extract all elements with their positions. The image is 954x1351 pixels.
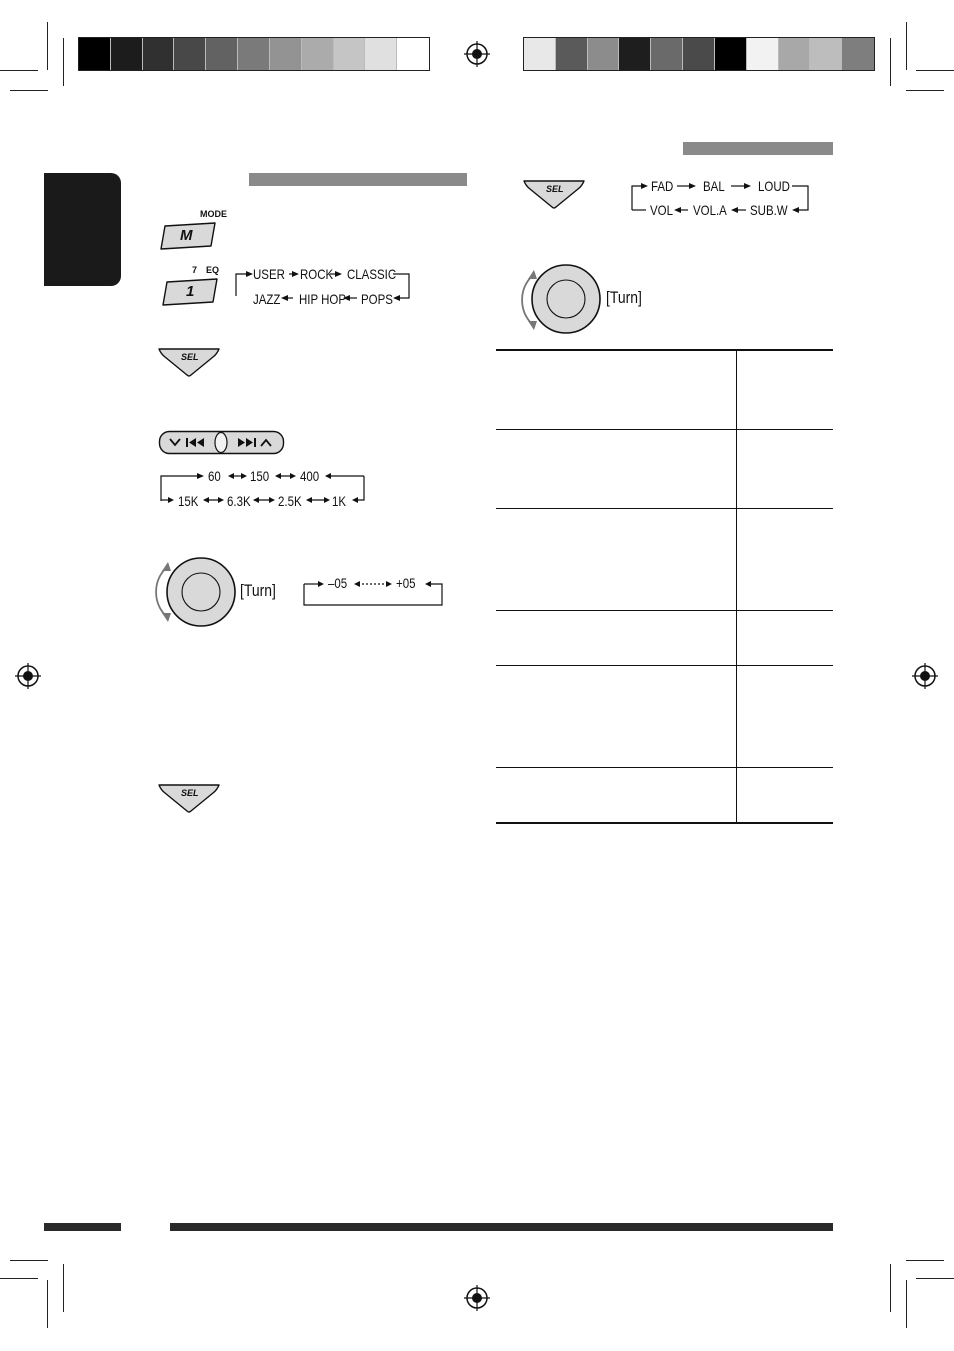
sound-item-loud: LOUD [758, 178, 790, 194]
freq-150: 150 [250, 468, 270, 484]
turn-label: [Turn] [240, 581, 276, 600]
sel-button[interactable] [157, 346, 221, 378]
freq-60: 60 [208, 468, 221, 484]
level-max: +05 [396, 575, 416, 591]
crop-mark [0, 70, 38, 71]
registration-mark-icon [15, 663, 41, 689]
registration-mark-icon [912, 663, 938, 689]
crop-mark [63, 1264, 64, 1312]
freq-1k: 1K [332, 493, 347, 509]
color-swatch [111, 38, 143, 70]
eq-mode-rock: ROCK [300, 266, 334, 282]
language-tab [44, 173, 121, 286]
color-swatch [842, 38, 874, 70]
color-swatch [588, 38, 620, 70]
color-swatch [365, 38, 397, 70]
color-swatch [779, 38, 811, 70]
sel-button-right-label: SEL [546, 184, 564, 194]
eq-mode-user: USER [253, 266, 285, 282]
color-bar-right [523, 37, 875, 71]
color-swatch [619, 38, 651, 70]
level-range-arrows [302, 572, 445, 608]
mode-caption: MODE [200, 209, 227, 219]
crop-mark [47, 1280, 48, 1328]
eq-mode-pops: POPS [361, 291, 393, 307]
eq-mode-jazz: JAZZ [253, 291, 281, 307]
table-row-rule [496, 610, 833, 611]
eq-mode-classic: CLASSIC [347, 266, 397, 282]
freq-2-5k: 2.5K [278, 493, 302, 509]
eq-preset-button-label: 1 [186, 283, 195, 300]
color-swatch [143, 38, 175, 70]
color-swatch [810, 38, 842, 70]
level-min: –05 [328, 575, 348, 591]
footer-bar-left [44, 1223, 121, 1231]
color-bar-left [78, 37, 430, 71]
sound-item-fad: FAD [651, 178, 674, 194]
sel-button-2-label: SEL [181, 788, 199, 798]
sel-button-label: SEL [181, 352, 199, 362]
crop-mark [906, 90, 944, 91]
table-row-rule [496, 767, 833, 768]
crop-mark [0, 1278, 38, 1279]
crop-mark [63, 38, 64, 86]
mode-button-label: M [180, 227, 193, 244]
color-swatch [238, 38, 270, 70]
color-swatch [715, 38, 747, 70]
crop-mark [47, 22, 48, 70]
table-row-rule [496, 429, 833, 430]
section-header-bar-left [249, 173, 467, 186]
crop-mark [906, 1260, 944, 1261]
table-row-rule [496, 665, 833, 666]
crop-mark [890, 1264, 891, 1312]
color-swatch [206, 38, 238, 70]
eq-caption-number: 7 [192, 265, 198, 275]
color-swatch [174, 38, 206, 70]
color-swatch [397, 38, 429, 70]
color-swatch [334, 38, 366, 70]
sel-button-right[interactable] [522, 178, 586, 210]
registration-mark-icon [464, 1285, 490, 1311]
crop-mark [906, 1280, 907, 1328]
control-dial-right[interactable] [518, 262, 604, 338]
sound-item-bal: BAL [703, 178, 725, 194]
freq-15k: 15K [178, 493, 199, 509]
section-header-bar-right [683, 142, 833, 155]
color-swatch [747, 38, 779, 70]
color-swatch [79, 38, 111, 70]
crop-mark [10, 1260, 48, 1261]
control-dial[interactable] [152, 554, 238, 630]
table-column-divider [736, 351, 737, 823]
color-swatch [524, 38, 556, 70]
color-swatch [556, 38, 588, 70]
sound-item-vol: VOL [650, 202, 673, 218]
crop-mark [906, 22, 907, 70]
turn-label-right: [Turn] [606, 288, 642, 307]
freq-6-3k: 6.3K [227, 493, 251, 509]
eq-caption: EQ [206, 265, 220, 275]
crop-mark [916, 70, 954, 71]
table-row-rule [496, 508, 833, 509]
footer-bar-right [170, 1223, 833, 1231]
registration-mark-icon [464, 41, 490, 67]
sound-item-sub-w: SUB.W [750, 202, 788, 218]
seek-rocker-button[interactable] [158, 430, 286, 456]
crop-mark [890, 38, 891, 86]
color-swatch [270, 38, 302, 70]
freq-400: 400 [300, 468, 320, 484]
sel-button-2[interactable] [157, 782, 221, 814]
crop-mark [10, 90, 48, 91]
eq-mode-hip-hop: HIP HOP [299, 291, 346, 307]
table-top-rule [496, 349, 833, 351]
color-swatch [683, 38, 715, 70]
table-bottom-rule [496, 822, 833, 824]
sound-item-vol-a: VOL.A [693, 202, 727, 218]
color-swatch [651, 38, 683, 70]
color-swatch [302, 38, 334, 70]
crop-mark [916, 1278, 954, 1279]
